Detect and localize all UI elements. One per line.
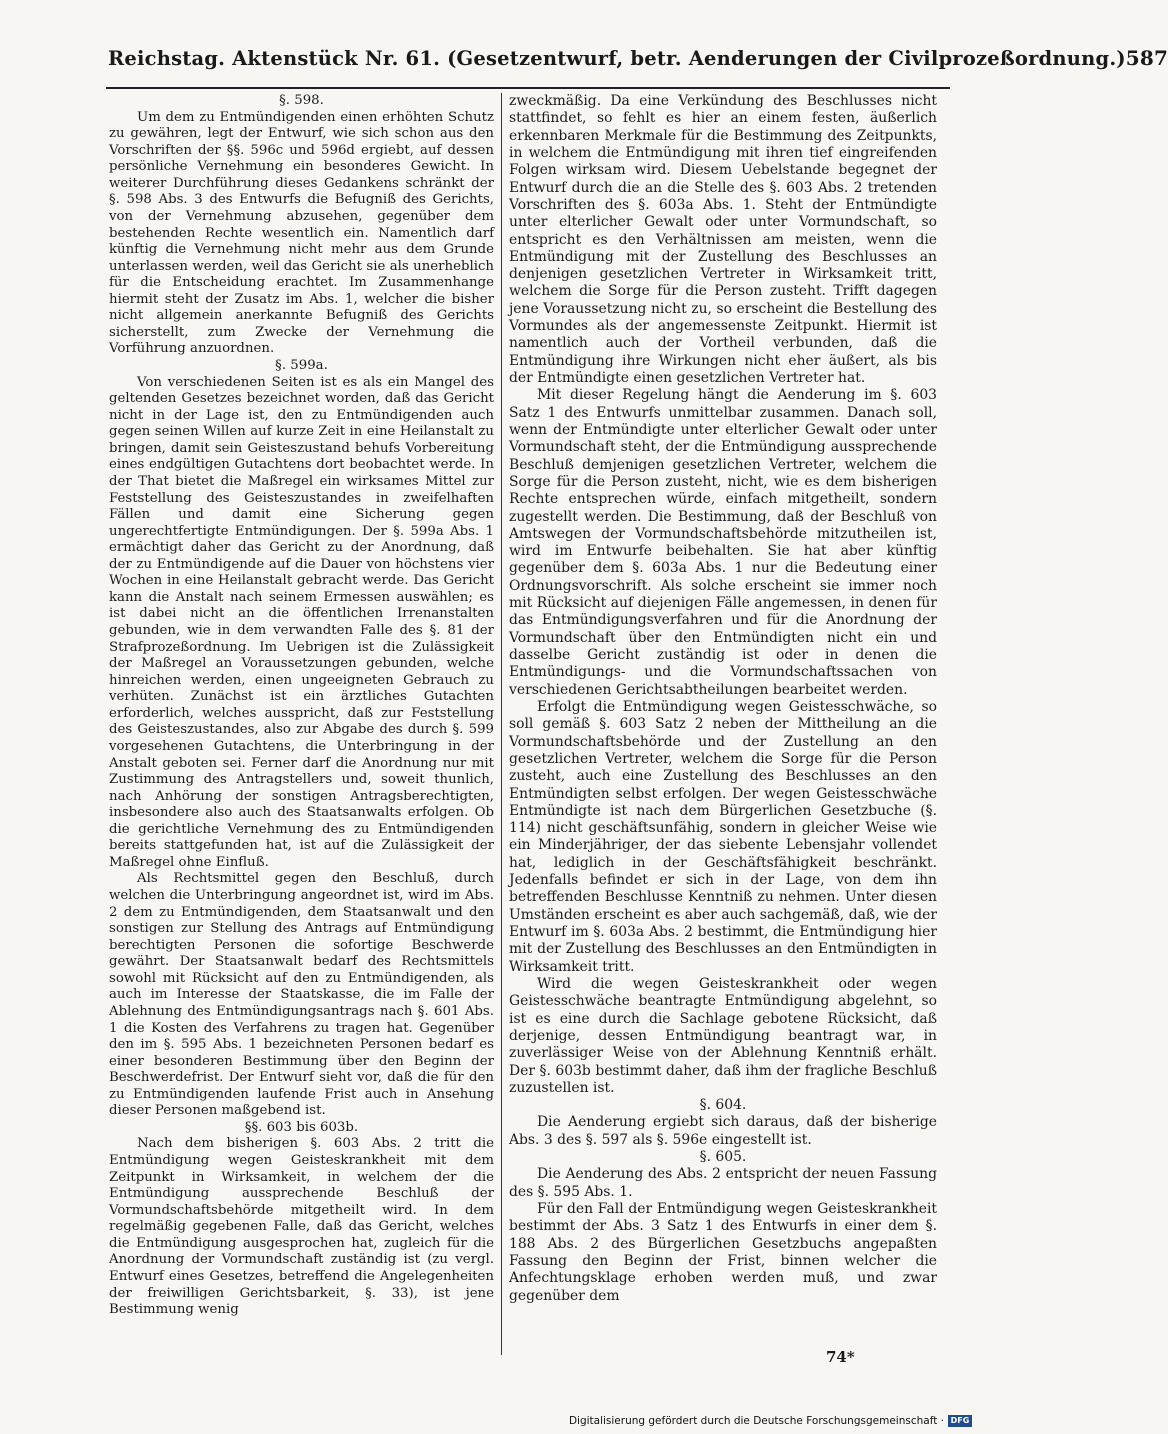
paragraph: Mit dieser Regelung hängt die Aenderung im §. 603 Satz 1 des Entwurfs unmittelbar zusammen. Danach soll, wenn der Entmündigte unter elterlicher Gewalt oder unter Vormundschaft steht, der die Entmündigung aussprechende Beschluß demjenigen gesetzlichen Vertreter, welchem die Sorge für die Person zusteht, nicht, wie es dem bisherigen Rechte entsprechen würde, einfach mitgetheilt, sondern zugestellt werden. Die Bestimmung, daß der Beschluß von Amtswegen der Vormundschaftsbehörde mitzutheilen ist, wird im Entwurfe beibehalten. Sie hat aber künftig gegenüber dem §. 603a Abs. 1 nur die Bedeutung einer Ordnungsvorschrift. Als solche erscheint sie immer noch mit Rücksicht auf diejenigen Fälle angemessen, in denen für das Entmündigungsverfahren und für die Anordnung der Vormundschaft über den Entmündigten nicht ein und dasselbe Gericht zuständig ist oder in denen die Entmündigungs- und die Vormundschaftssachen von verschiedenen Gerichtsabtheilungen bearbeitet werden.: [509, 387, 937, 698]
paragraph: Für den Fall der Entmündigung wegen Geisteskrankheit bestimmt der Abs. 3 Satz 1 des Entwurfs in einer dem §. 188 Abs. 2 des Bürgerlichen Gesetzbuchs angepaßten Fassung den Beginn der Frist, binnen welcher die Anfechtungsklage erhoben werden muß, und zwar gegenüber dem: [509, 1201, 937, 1304]
left-column: [109, 93, 494, 1319]
header-title: Reichstag. Aktenstück Nr. 61. (Gesetzentwurf, betr. Aenderungen der Civilprozeßordnung.): [108, 47, 1126, 70]
dfg-logo-icon: DFG: [948, 1415, 972, 1427]
page-number: 587: [1125, 46, 1168, 70]
paragraph: Die Aenderung des Abs. 2 entspricht der neuen Fassung des §. 595 Abs. 1.: [509, 1166, 937, 1200]
paragraph: Um dem zu Entmündigenden einen erhöhten Schutz zu gewähren, legt der Entwurf, wie sich schon aus den Vorschriften der §§. 596c und 596d ergiebt, auf dessen persönliche Vernehmung ein besonderes Gewicht. In weiterer Durchführung dieses Gedankens schränkt der §. 598 Abs. 3 des Entwurfs die Befugniß des Gerichts, von der Vernehmung abzusehen, gegenüber dem bestehenden Rechte wesentlich ein. Namentlich darf künftig die Vernehmung nicht mehr aus dem Grunde unterlassen werden, weil das Gericht sie als unerheblich für die Entscheidung erachtet. Im Zusammenhange hiermit steht der Zusatz im Abs. 1, welcher die bisher nicht allgemein anerkannte Befugniß des Gerichts sicherstellt, zum Zwecke der Vernehmung die Vorführung anzuordnen.: [109, 109, 494, 357]
paragraph: Die Aenderung ergiebt sich daraus, daß der bisherige Abs. 3 des §. 597 als §. 596e eingestellt ist.: [509, 1114, 937, 1148]
footer-credit: [569, 1413, 972, 1429]
footer-text: Digitalisierung gefördert durch die Deutsche Forschungsgemeinschaft ·: [568, 1415, 944, 1427]
right-column: [509, 93, 937, 1305]
sheet-signature: 74*: [826, 1348, 855, 1366]
column-divider: [501, 93, 502, 1355]
section-heading: §§. 603 bis 603b.: [244, 1119, 359, 1135]
section-heading: §. 604.: [699, 1097, 747, 1114]
paragraph-continuation: zweckmäßig. Da eine Verkündung des Beschlusses nicht stattfindet, so fehlt es hier an einem festen, äußerlich erkennbaren Merkmale für die Bestimmung des Zeitpunkts, in welchem die Entmündigung mit ihren tief eingreifenden Folgen wirksam wird. Diesem Uebelstande begegnet der Entwurf durch die an die Stelle des §. 603 Abs. 2 tretenden Vorschriften des §. 603a Abs. 1. Steht der Entmündigte unter elterlicher Gewalt oder unter Vormundschaft, so entspricht es den Verhältnissen am meisten, wenn die Entmündigung mit der Zustellung des Beschlusses an denjenigen gesetzlichen Vertreter in Wirksamkeit tritt, welchem die Sorge für die Person zusteht. Trifft dagegen jene Voraussetzung nicht zu, so erscheint die Bestellung des Vormundes als der angemessenste Zeitpunkt. Hiermit ist namentlich auch der Vortheil verbunden, daß die Entmündigung ihre Wirkungen nicht eher äußert, als bis der Entmündigte einen gesetzlichen Vertreter hat.: [509, 93, 937, 386]
paragraph: Von verschiedenen Seiten ist es als ein Mangel des geltenden Gesetzes bezeichnet worden, daß das Gericht nicht in der Lage ist, den zu Entmündigenden auch gegen seinen Willen auf kurze Zeit in eine Heilanstalt zu bringen, damit sein Geisteszustand behufs Vorbereitung eines endgültigen Gutachtens dort beobachtet werde. In der That bietet die Maßregel ein wirksames Mittel zur Feststellung des Geisteszustandes in zweifelhaften Fällen und damit eine Sicherung gegen ungerechtfertigte Entmündigungen. Der §. 599a Abs. 1 ermächtigt daher das Gericht zu der Anordnung, daß der zu Entmündigende auf die Dauer von höchstens vier Wochen in eine Heilanstalt gebracht werde. Das Gericht kann die Anstalt nach seinem Ermessen auswählen; es ist dabei nicht an die öffentlichen Irrenanstalten gebunden, wie in dem verwandten Falle des §. 81 der Strafprozeßordnung. Im Uebrigen ist die Zulässigkeit der Maßregel an Voraussetzungen gebunden, welche hinreichen werden, einen ungeeigneten Gebrauch zu verhüten. Zunächst ist ein ärztliches Gutachten erforderlich, welches ausspricht, daß zur Feststellung des Geisteszustandes, also zur Abgabe des durch §. 599 vorgesehenen Gutachtens, die Unterbringung in der Anstalt geboten sei. Ferner darf die Anordnung nur mit Zustimmung des Antragstellers und, soweit thunlich, nach Anhörung der sonstigen Antragsberechtigten, insbesondere also auch des Staatsanwalts erfolgen. Ob die gerichtliche Vernehmung des zu Entmündigenden bereits stattgefunden hat, ist auf die Zulässigkeit der Maßregel ohne Einfluß.: [109, 374, 494, 870]
paragraph: Als Rechtsmittel gegen den Beschluß, durch welchen die Unterbringung angeordnet ist, wird im Abs. 2 dem zu Entmündigenden, dem Staatsanwalt und den sonstigen zur Stellung des Antrags auf Entmündigung berechtigten Personen die sofortige Beschwerde gewährt. Der Staatsanwalt bedarf des Rechtsmittels sowohl mit Rücksicht auf den zu Entmündigenden, als auch im Interesse der Staatskasse, die im Falle der Ablehnung des Entmündigungsantrags nach §. 601 Abs. 1 die Kosten des Verfahrens zu tragen hat. Gegenüber den im §. 595 Abs. 1 bezeichneten Personen bedarf es einer besonderen Bestimmung über den Beginn der Beschwerdefrist. Der Entwurf sieht vor, daß die für den zu Entmündigenden laufende Frist auch in Ansehung dieser Personen maßgebend ist.: [109, 871, 494, 1119]
page-header: [108, 46, 1168, 76]
paragraph: Nach dem bisherigen §. 603 Abs. 2 tritt die Entmündigung wegen Geisteskrankheit mit dem Zeitpunkt in Wirksamkeit, in welchem der die Entmündigung aussprechende Beschluß der Vormundschaftsbehörde mitgetheilt wird. In dem regelmäßig gegebenen Falle, daß das Gericht, welches die Entmündigung ausgesprochen hat, zugleich für die Anordnung der Vormundschaft zuständig ist (zu vergl. Entwurf eines Gesetzes, betreffend die Angelegenheiten der freiwilligen Gerichtsbarkeit, §. 33), ist jene Bestimmung wenig: [109, 1136, 494, 1318]
section-heading: §. 598.: [279, 93, 324, 108]
section-heading: §. 605.: [699, 1149, 747, 1166]
section-heading: §. 599a.: [275, 358, 328, 373]
header-rule: [106, 87, 950, 89]
paragraph: Wird die wegen Geisteskrankheit oder wegen Geistesschwäche beantragte Entmündigung abgelehnt, so ist es eine durch die Sachlage gebotene Rücksicht, daß derjenige, dessen Entmündigung beantragt war, in zuverlässiger Weise von der Ablehnung Kenntniß erhält. Der §. 603b bestimmt daher, daß ihm der fragliche Beschluß zuzustellen ist.: [509, 975, 937, 1096]
paragraph: Erfolgt die Entmündigung wegen Geistesschwäche, so soll gemäß §. 603 Satz 2 neben der Mittheilung an die Vormundschaftsbehörde und der Zustellung an den gesetzlichen Vertreter, welchem die Sorge für die Person zusteht, auch eine Zustellung des Beschlusses an den Entmündigten selbst erfolgen. Der wegen Geistesschwäche Entmündigte ist nach dem Bürgerlichen Gesetzbuche (§. 114) nicht geschäftsunfähig, sondern in gleicher Weise wie ein Minderjähriger, der das siebente Lebensjahr vollendet hat, lediglich in der Geschäftsfähigkeit beschränkt. Jedenfalls befindet er sich in der Lage, von dem ihn betreffenden Beschlusse Kenntniß zu nehmen. Unter diesen Umständen erscheint es aber auch sachgemäß, daß, wie der Entwurf im §. 603a Abs. 2 bestimmt, die Entmündigung hier mit der Zustellung des Beschlusses an den Entmündigten in Wirksamkeit tritt.: [509, 698, 937, 975]
